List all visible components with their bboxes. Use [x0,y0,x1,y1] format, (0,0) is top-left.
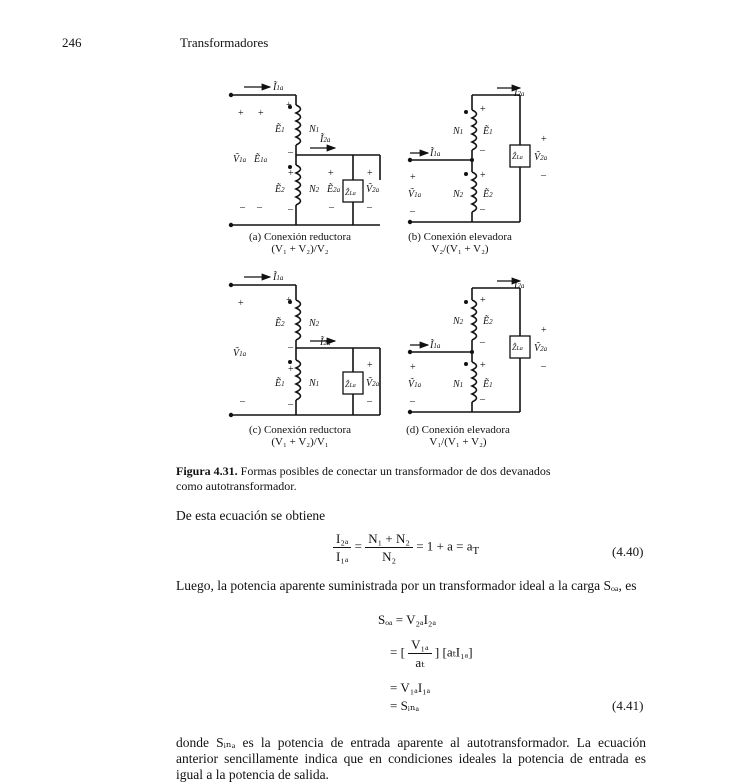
svg-text:Ĩ1a: Ĩ1a [273,272,284,283]
eq441-rest: [aₜI₁ₐ] [442,644,473,660]
running-title: Transformadores [180,35,269,50]
svg-text:–: – [288,342,293,353]
svg-text:+: + [286,100,292,111]
svg-text:–: – [240,396,245,407]
svg-text:N1: N1 [309,378,320,389]
svg-text:Ĩ1a: Ĩ1a [430,340,441,351]
caption-d-ratio: V₁/(V₁ + V₂) [429,436,487,448]
eq440-den2: N₂ [382,549,397,564]
figure-caption-text: Formas posibles de conectar un transformador de dos devanados como autotransformador. [176,464,551,493]
circuit-d-labels [408,279,548,414]
svg-text:ẐLa: ẐLa [345,380,356,389]
caption-c-ratio: (V₁ + V₂)/V₁ [271,436,329,448]
svg-text:+: + [480,104,486,115]
svg-text:Ĩ2a: Ĩ2a [514,280,525,291]
svg-text:+: + [328,168,334,179]
svg-text:Ĩ2a: Ĩ2a [320,134,331,145]
paragraph-1: De esta ecuación se obtiene [176,508,326,523]
svg-text:–: – [367,202,372,213]
svg-text:Ẽ2: Ẽ2 [275,318,285,329]
svg-text:N2: N2 [309,318,320,329]
svg-text:Ẽ1: Ẽ1 [483,379,493,390]
svg-text:Ṽ1a: Ṽ1a [233,348,247,359]
eq440-num1: I₂ₐ [333,530,351,548]
svg-text:Ẽ2a: Ẽ2a [327,184,341,195]
svg-text:Ĩ2a: Ĩ2a [320,337,331,348]
page-number: 246 [62,35,82,50]
svg-text:Ṽ2a: Ṽ2a [366,378,380,389]
circuit-a-labels [229,81,380,227]
circuit-c [232,277,380,415]
svg-text:–: – [288,399,293,410]
svg-text:–: – [480,337,485,348]
svg-text:–: – [367,396,372,407]
svg-text:–: – [329,202,334,213]
svg-text:N2: N2 [453,189,464,200]
svg-text:+: + [288,364,294,375]
figure-caption [176,464,576,494]
svg-text:N2: N2 [453,316,464,327]
svg-text:Ẽ2: Ẽ2 [483,316,493,327]
circuit-b-labels [408,87,548,224]
svg-text:+: + [238,108,244,119]
svg-text:Ẽ1: Ẽ1 [275,378,285,389]
svg-text:+: + [541,325,547,336]
caption-b-label: (b) Conexión elevadora [408,231,512,243]
svg-text:ẐLa: ẐLa [512,343,523,352]
svg-text:–: – [240,202,245,213]
svg-text:N2: N2 [309,184,320,195]
circuit-c-labels [229,271,380,417]
svg-text:–: – [257,202,262,213]
svg-text:+: + [541,134,547,145]
svg-text:N1: N1 [309,124,320,135]
svg-text:–: – [541,170,546,181]
svg-text:+: + [410,362,416,373]
svg-text:–: – [410,206,415,217]
eq441-den: aₜ [415,655,425,670]
svg-text:–: – [288,147,293,158]
svg-text:Ẽ1: Ẽ1 [483,126,493,137]
eq440-frac2 [365,530,413,565]
svg-text:N1: N1 [453,379,464,390]
svg-text:Ṽ2a: Ṽ2a [366,184,380,195]
svg-text:–: – [288,204,293,215]
svg-text:–: – [541,361,546,372]
eq441-num: V₁ₐ [408,636,431,654]
svg-text:+: + [238,298,244,309]
paragraph-3: donde Sᵢₙₐ es la potencia de entrada aparente al autotransformador. La ecuación anterior sencillamente indica que en condiciones ideales la potencia de entrada es igual a la potencia de salida. [176,735,646,782]
eq441-line3: = V₁ₐI₁ₐ [390,680,431,695]
eq441-line1: Sₒₐ = V₂ₐI₂ₐ [378,612,437,627]
svg-text:+: + [410,172,416,183]
svg-text:Ṽ1a: Ṽ1a [408,189,422,200]
eq440-num2: N₁ + N₂ [365,530,413,548]
svg-text:N1: N1 [453,126,464,137]
svg-text:+: + [480,295,486,306]
paragraph-2: Luego, la potencia aparente suministrada por un transformador ideal a la carga Sₒₐ, es [176,578,637,593]
eq441-line4: = Sᵢₙₐ [390,698,420,713]
svg-text:Ĩ1a: Ĩ1a [273,82,284,93]
svg-text:Ṽ1a: Ṽ1a [408,379,422,390]
svg-text:+: + [480,170,486,181]
svg-text:ẐLa: ẐLa [345,188,356,197]
svg-text:–: – [480,394,485,405]
svg-text:+: + [367,360,373,371]
svg-text:Ĩ1a: Ĩ1a [430,148,441,159]
svg-text:–: – [480,204,485,215]
caption-d-label: (d) Conexión elevadora [406,424,510,436]
svg-text:+: + [288,168,294,179]
equation-number-4-40: (4.40) [612,544,644,559]
caption-a-ratio: (V₁ + V₂)/V₂ [271,243,329,255]
caption-a-label: (a) Conexión reductora [248,231,352,243]
svg-text:Ṽ2a: Ṽ2a [534,343,548,354]
eq440-frac1 [333,530,351,565]
eq441-frac [408,636,431,671]
svg-text:+: + [367,168,373,179]
eq441-line2: = [ $\frac{\text{V₁ₐ}}{\text{aₜ}}$ ] [aₜI₁ₐ] [390,637,473,670]
caption-b-ratio: V₂/(V₁ + V₂) [431,243,489,255]
svg-text:Ĩ2a: Ĩ2a [514,88,525,99]
svg-text:+: + [286,295,292,306]
svg-text:+: + [480,360,486,371]
equation-4-40: $\frac{\text{I₂ₐ}}{\text{I₁ₐ}}$ = $\frac{\text{N₁ + N₂}}{\text{N₂}}$ = $1 + a = a_T$ [333,530,479,565]
caption-c-label: (c) Conexión reductora [248,424,352,436]
svg-text:–: – [410,396,415,407]
equation-number-4-41: (4.41) [612,698,644,713]
figure-caption-label: Figura 4.31. [176,464,238,478]
eq440-den1: I₁ₐ [336,549,349,564]
svg-text:Ẽ2: Ẽ2 [483,189,493,200]
svg-text:Ẽ2: Ẽ2 [275,184,285,195]
svg-text:Ẽ1a: Ẽ1a [254,154,268,165]
eq440-sub: T [472,545,480,558]
svg-text:–: – [480,145,485,156]
svg-text:Ṽ1a: Ṽ1a [233,154,247,165]
eq440-rest: = 1 + a = a [416,538,473,554]
svg-text:Ṽ2a: Ṽ2a [534,152,548,163]
svg-text:ẐLa: ẐLa [512,152,523,161]
svg-text:+: + [258,108,264,119]
svg-text:Ẽ1: Ẽ1 [275,124,285,135]
